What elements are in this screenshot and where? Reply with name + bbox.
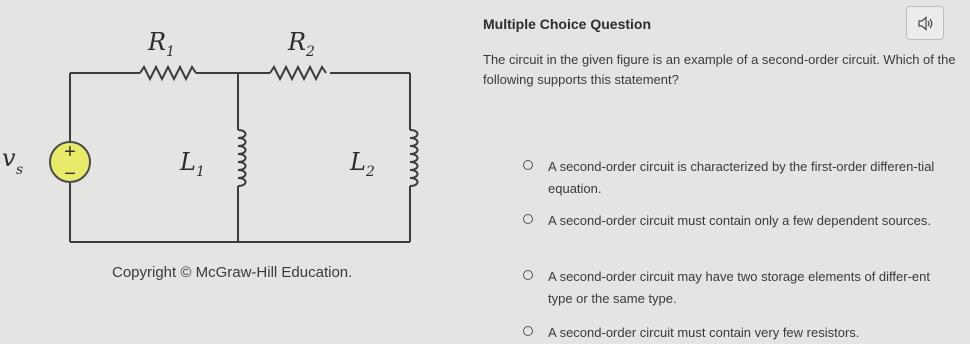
inductor-l1 — [238, 130, 246, 186]
audio-button[interactable] — [906, 6, 944, 40]
circuit-diagram — [0, 0, 470, 336]
question-title: Multiple Choice Question — [483, 16, 652, 32]
circuit-figure — [0, 0, 470, 336]
label-r1: R — [148, 28, 167, 56]
radio-button[interactable] — [523, 270, 533, 280]
inductor-l2 — [410, 130, 418, 186]
label-vs: v — [2, 144, 16, 172]
source-plus: + — [64, 141, 76, 163]
label-l1: L — [180, 148, 196, 176]
radio-button[interactable] — [523, 214, 533, 224]
label-l1-sub: 1 — [196, 164, 205, 180]
radio-button[interactable] — [523, 326, 533, 336]
label-r2-sub: 2 — [306, 44, 315, 60]
question-panel — [483, 0, 970, 340]
label-vs-sub: s — [16, 162, 24, 178]
option-label: A second-order circuit may have two storage elements of differ-ent type or the same type. — [548, 269, 931, 306]
option-label: A second-order circuit must contain very few resistors. — [548, 325, 860, 340]
radio-button[interactable] — [523, 160, 533, 170]
label-r2: R — [288, 28, 307, 56]
copyright-notice: Copyright © McGraw-Hill Education. — [112, 264, 353, 281]
option-label: A second-order circuit is characterized by the first-order differen-tial equation. — [548, 159, 935, 196]
question-text: The circuit in the given figure is an example of a second-order circuit. Which of the following supports this statement? — [483, 52, 956, 87]
speaker-icon — [918, 16, 934, 31]
resistor-r1 — [140, 67, 196, 79]
option-label: A second-order circuit must contain only a few dependent sources. — [548, 213, 931, 228]
label-l2: L — [350, 148, 366, 176]
resistor-r2 — [270, 67, 326, 79]
label-r1-sub: 1 — [166, 44, 175, 60]
label-l2-sub: 2 — [366, 164, 375, 180]
source-minus: − — [64, 163, 76, 185]
